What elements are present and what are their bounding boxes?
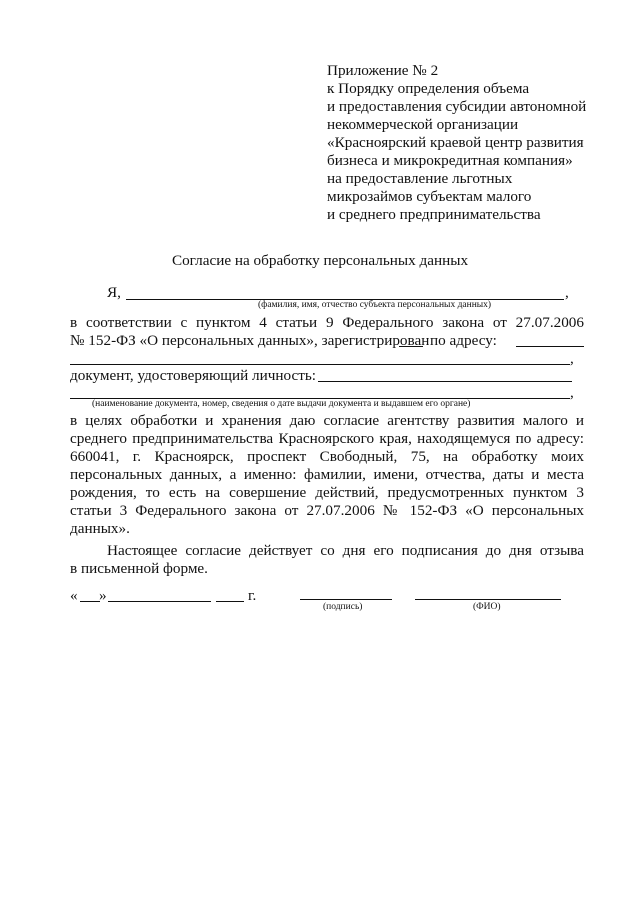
signature-field[interactable] [300,599,392,600]
appendix-line: Приложение № 2 [327,62,439,79]
comma: , [570,350,574,367]
fullname-caption: (фамилия, имя, отчество субъекта персональных данных) [258,300,492,310]
validity-line: Настоящее согласие действует со дня его подписания до дня отзыва [107,542,584,559]
consent-line: персональных данных, а именно: фамилии, имени, отчества, даты и места [70,466,584,483]
month-field[interactable] [108,601,211,602]
registered-suffix-field[interactable] [399,346,423,347]
fio-caption: (ФИО) [473,602,501,612]
validity-line: в письменной форме. [70,560,208,577]
document-title: Согласие на обработку персональных данных [171,252,469,269]
appendix-line: на предоставление льготных [327,170,513,187]
fio-field[interactable] [415,599,561,600]
document-caption: (наименование документа, номер, сведения о дате выдачи документа и выдавшем его органе) [92,399,471,409]
appendix-line: микрозаймов субъектам малого [327,188,532,205]
address-label: по адресу: [430,332,497,349]
year-field[interactable] [216,601,244,602]
consent-line: 660041, г. Красноярск, проспект Свободный, 75, на обработку моих [70,448,584,465]
document-field[interactable] [318,381,572,382]
appendix-line: «Красноярский краевой центр развития [327,134,584,151]
appendix-line: и среднего предпринимательства [327,206,541,223]
year-suffix: г. [248,587,257,604]
law-text-line: № 152-ФЗ «О персональных данных», зарегистрирован [70,332,430,349]
appendix-line: бизнеса и микрокредитная компания» [327,152,573,169]
consent-line: среднего предпринимательства Красноярского края, находящемуся по адресу: [70,430,584,447]
appendix-line: к Порядку определения объема [327,80,530,97]
address-field[interactable] [70,364,570,365]
appendix-line: и предоставления субсидии автономной [327,98,587,115]
signature-caption: (подпись) [323,602,363,612]
consent-line: статьи 3 Федерального закона от 27.07.2006 № 152-ФЗ «О персональных [70,502,584,519]
quote-open: « [70,587,78,604]
i-label: Я, [107,284,121,301]
comma: , [570,384,574,401]
address-field-start[interactable] [516,346,584,347]
comma: , [565,284,569,301]
day-field[interactable] [80,601,100,602]
quote-close: » [99,587,107,604]
law-text-line: в соответствии с пунктом 4 статьи 9 Федерального закона от 27.07.2006 [70,314,584,331]
document-label: документ, удостоверяющий личность: [70,367,317,384]
consent-line: рождения, то есть на совершение действий, предусмотренных пунктом 3 [70,484,584,501]
consent-line: данных». [70,520,130,537]
appendix-line: некоммерческой организации [327,116,519,133]
consent-line: в целях обработки и хранения даю согласие агентству развития малого и [70,412,584,429]
